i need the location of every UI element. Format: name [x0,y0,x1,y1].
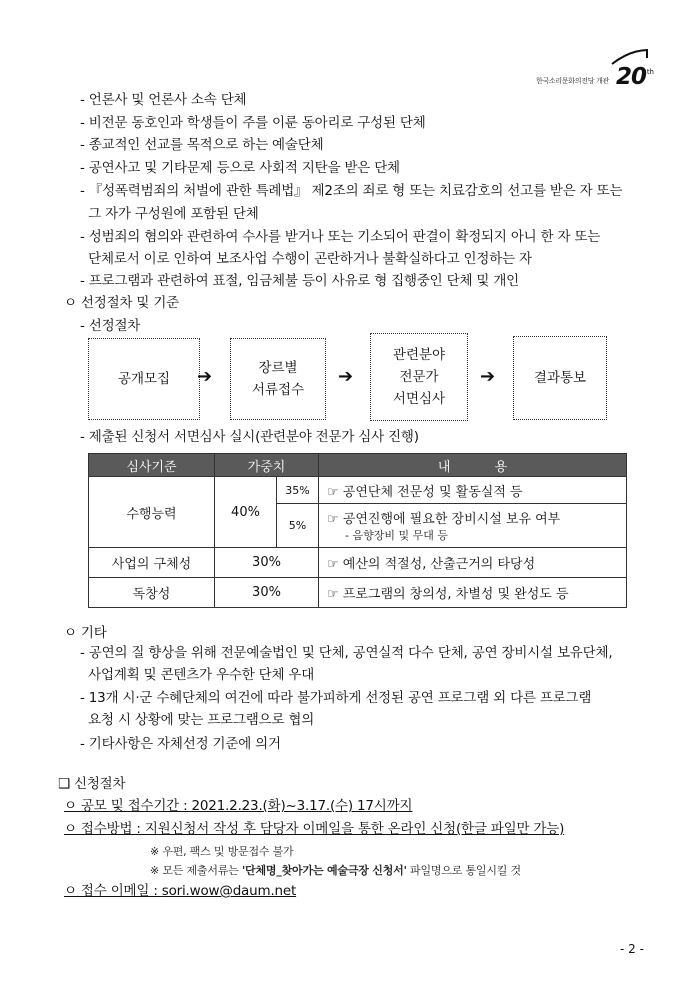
step-label: 서면심사 [392,391,446,407]
weight-cell: 40% [215,477,277,548]
step-label: 서류접수 [251,382,305,398]
step-label: 결과통보 [533,370,587,386]
etc-item-cont: 요청 시 상황에 맞는 프로그램으로 협의 [80,712,315,728]
logo-number: 20 [615,64,646,90]
content-cell: ☞ 프로그램의 창의성, 차별성 및 완성도 등 [319,578,627,608]
sub-weight-cell: 35% [277,477,319,504]
arrow-icon: ➔ [480,366,496,387]
header-weight: 가중치 [215,454,319,477]
exclusion-item: - 성범죄의 혐의와 관련하여 수사를 받거나 또는 기소되어 판결이 확정되지 아니 한 자 또는 [80,229,601,245]
application-note [150,862,521,880]
criterion-cell: 독창성 [89,578,215,608]
application-email-row [64,882,296,900]
criterion-cell: 사업의 구체성 [89,548,215,578]
etc-item: - 13개 시·군 수혜단체의 여건에 따라 불가피하게 선정된 공연 프로그램 외 다른 프로그램 [80,690,592,706]
content-subnote: - 음향장비 및 무대 등 [345,529,448,542]
arrow-icon: ➔ [197,366,213,387]
weight-cell: 30% [215,578,319,608]
page-number: - 2 - [620,942,644,956]
step-box-recruit [88,338,200,420]
header-content: 내 용 [319,454,627,477]
etc-heading: ㅇ 기타 [64,625,107,641]
exclusion-item: - 종교적인 선교를 목적으로 하는 예술단체 [80,137,324,153]
note-prefix: ※ 모든 제출서류는 [150,864,242,877]
exclusion-item: - 프로그램과 관련하여 표절, 임금체불 등이 사유로 형 집행중인 단체 및 개인 [80,273,519,289]
application-note: ※ 우편, 팩스 및 방문접수 불가 [150,845,294,858]
header-criterion: 심사기준 [89,454,215,477]
table-row [89,548,627,578]
etc-item: - 기타사항은 자체선정 기준에 의거 [80,736,281,752]
application-method: ㅇ 접수방법 : 지원신청서 작성 후 담당자 이메일을 통한 온라인 신청(한글 파일만 가능) [64,821,565,837]
step-box-submission [230,338,326,420]
step-label: 공개모집 [117,371,171,387]
weight-cell: 30% [215,548,319,578]
review-note: - 제출된 신청서 서면심사 실시(관련분야 전문가 심사 진행) [80,429,419,445]
exclusion-item: - 비전문 동호인과 학생들이 주를 이룬 동아리로 구성된 단체 [80,115,426,131]
table-header-row [89,454,627,477]
note-filename: '단체명_찾아가는 예술극장 신청서' [241,864,407,877]
etc-item: - 공연의 질 향상을 위해 전문예술법인 및 단체, 공연실적 다수 단체, 공연 장비시설 보유단체, [80,645,613,661]
email-link[interactable]: sori.wow@daum.net [161,883,297,899]
exclusion-item-cont: 단체로서 이로 인하여 보조사업 수행이 곤란하거나 불확실하다고 인정하는 자 [80,251,532,267]
etc-item-cont: 사업계획 및 콘텐츠가 우수한 단체 우대 [80,667,315,683]
criteria-table [88,453,627,608]
content-cell: ☞ 공연단체 전문성 및 활동실적 등 [319,477,627,504]
application-period: ㅇ 공모 및 접수기간 : 2021.2.23.(화)~3.17.(수) 17시까지 [64,798,413,814]
step-box-result [513,336,607,420]
logo-text: 한국소리문화의전당 개관 [536,77,610,85]
step-label: 장르별 [258,360,298,376]
exclusion-item-cont: 그 자가 구성원에 포함된 단체 [80,206,259,222]
selection-subheading: - 선정절차 [80,318,141,334]
sub-weight-cell: 5% [277,504,319,548]
arrow-icon: ➔ [338,366,354,387]
step-label: 전문가 [399,369,439,385]
content-cell [319,504,627,548]
criterion-cell: 수행능력 [89,477,215,548]
content-cell: ☞ 예산의 적절성, 산출근거의 타당성 [319,548,627,578]
exclusion-item: - 공연사고 및 기타문제 등으로 사회적 지탄을 받은 단체 [80,160,400,176]
table-row [89,578,627,608]
selection-heading: ㅇ 선정절차 및 기준 [64,295,180,311]
logo [536,48,654,90]
exclusion-item: - 언론사 및 언론사 소속 단체 [80,92,247,108]
application-heading: ❑ 신청절차 [58,776,126,792]
exclusion-item: - 『성폭력범죄의 처벌에 관한 특례법』 제2조의 죄로 형 또는 치료감호의 선고를 받은 자 또는 [80,183,623,199]
step-box-review [370,333,468,421]
step-label: 관련분야 [392,347,446,363]
note-suffix: 파일명으로 통일시킬 것 [406,864,521,877]
table-row [89,477,627,504]
content-text: ☞ 공연진행에 필요한 장비시설 보유 여부 [327,512,561,527]
email-label: ㅇ 접수 이메일 : [64,883,162,899]
logo-suffix: th [646,68,654,76]
